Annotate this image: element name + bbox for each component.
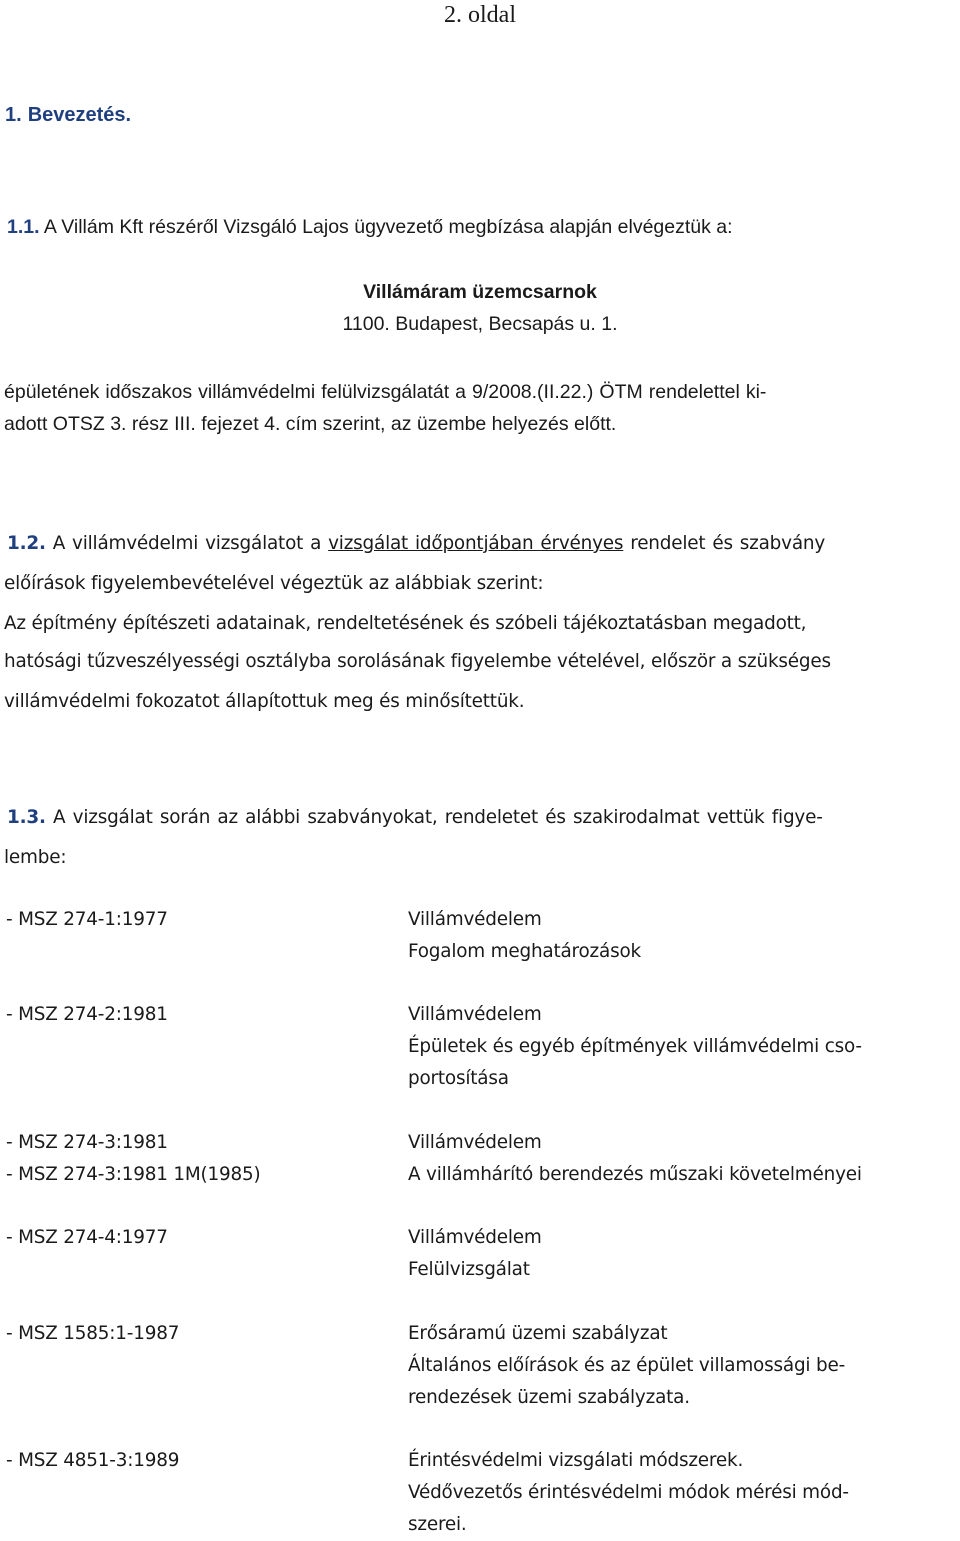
section-1-1-intro xyxy=(7,211,733,243)
section-1-2-line-1-b: rendelet és szabvány xyxy=(630,533,826,554)
standard-description-line: Villámvédelem xyxy=(408,909,542,930)
section-1-3-number: 1.3. xyxy=(7,807,46,828)
section-1-2-line-1-a: A villámvédelmi vizsgálatot a xyxy=(52,533,322,554)
section-1-2-line-1 xyxy=(7,524,825,564)
standard-description-line: Fogalom meghatározások xyxy=(408,941,641,962)
section-1-1-number: 1.1. xyxy=(7,216,40,238)
section-1-1-intro-text: A Villám Kft részéről Vizsgáló Lajos ügyvezető megbízása alapján elvégeztük a: xyxy=(43,216,733,238)
standard-description-line: A villámhárító berendezés műszaki követelményei xyxy=(408,1164,862,1185)
section-1-2-number: 1.2. xyxy=(7,533,46,554)
standard-description-line: rendezések üzemi szabályzata. xyxy=(408,1387,690,1408)
section-1-3-line-2: lembe: xyxy=(4,847,67,868)
section-1-1-text-line-1: épületének időszakos villámvédelmi felülvizsgálatát a 9/2008.(II.22.) ÖTM rendelettel ki- xyxy=(4,381,767,403)
section-1-2-line-3: Az építmény építészeti adatainak, rendeltetésének és szóbeli tájékoztatásban megadott, xyxy=(4,613,807,634)
standard-code: - MSZ 274-1:1977 xyxy=(6,909,168,930)
standard-description-line: szerei. xyxy=(408,1514,467,1535)
section-1-2-line-2: előírások figyelembevételével végeztük az alábbiak szerint: xyxy=(4,573,544,594)
standard-description-line: Villámvédelem xyxy=(408,1004,542,1025)
section-1-2-underlined-text: vizsgálat időpontjában érvényes xyxy=(328,533,624,554)
standard-code: - MSZ 1585:1-1987 xyxy=(6,1323,180,1344)
building-name: Villámáram üzemcsarnok xyxy=(363,281,597,303)
standard-code: - MSZ 274-3:1981 xyxy=(6,1132,168,1153)
standard-description-line: Felülvizsgálat xyxy=(408,1259,530,1280)
section-1-3-line-1-text: A vizsgálat során az alábbi szabványokat, rendeletet és szakirodalmat vettük figye- xyxy=(53,807,823,828)
standard-code: - MSZ 274-2:1981 xyxy=(6,1004,168,1025)
standard-code: - MSZ 274-4:1977 xyxy=(6,1227,168,1248)
section-1-2-line-4: hatósági tűzveszélyességi osztályba sorolásának figyelembe vételével, először a szükséges xyxy=(4,651,831,672)
building-address: 1100. Budapest, Becsapás u. 1. xyxy=(342,313,618,335)
heading-title: Bevezetés. xyxy=(27,104,132,126)
standard-description-line: Épületek és egyéb építmények villámvédelmi cso- xyxy=(408,1036,862,1057)
standard-description-line: portosítása xyxy=(408,1068,509,1089)
section-1-2-line-5: villámvédelmi fokozatot állapítottuk meg és minősítettük. xyxy=(4,691,525,712)
standard-description-line: Általános előírások és az épület villamossági be- xyxy=(408,1355,845,1376)
standard-description-line: Villámvédelem xyxy=(408,1227,542,1248)
standard-description-line: Érintésvédelmi vizsgálati módszerek. xyxy=(408,1450,744,1471)
page-number: 2. oldal xyxy=(444,2,516,28)
section-1-1-text-line-2: adott OTSZ 3. rész III. fejezet 4. cím szerint, az üzembe helyezés előtt. xyxy=(4,413,617,435)
standard-description-line: Védővezetős érintésvédelmi módok mérési mód- xyxy=(408,1482,849,1503)
section-heading xyxy=(5,104,131,127)
standard-description-line: Villámvédelem xyxy=(408,1132,542,1153)
standard-description-line: Erősáramú üzemi szabályzat xyxy=(408,1323,668,1344)
section-1-3-line-1 xyxy=(7,798,823,838)
heading-number: 1. xyxy=(5,104,22,126)
standard-code: - MSZ 274-3:1981 1M(1985) xyxy=(6,1164,261,1185)
standard-code: - MSZ 4851-3:1989 xyxy=(6,1450,180,1471)
